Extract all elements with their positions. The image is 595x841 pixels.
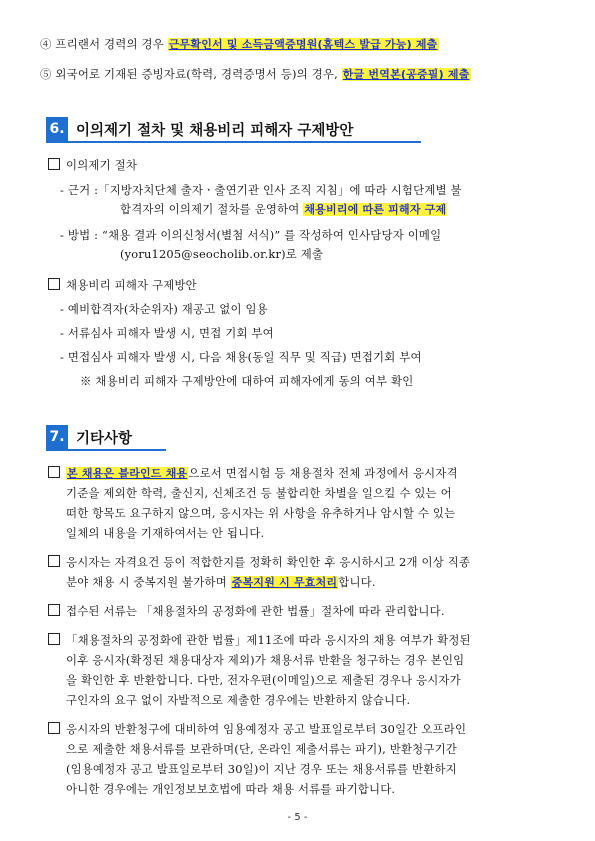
checkbox-square-icon xyxy=(48,633,60,645)
objection-procedure-title: 이의제기 절차 xyxy=(66,158,138,172)
checkbox-square-icon xyxy=(48,466,60,478)
para-5-line-4: 아니한 경우에는 개인정보보호법에 따라 채용 서류를 파기합니다. xyxy=(66,782,396,796)
relief-note: ※ 채용비리 피해자 구제방안에 대하여 피해자에게 동의 여부 확인 xyxy=(80,374,414,388)
checkbox-square-icon xyxy=(48,278,60,290)
section-6-header xyxy=(46,117,353,141)
para-3-line-1 xyxy=(48,603,445,619)
item-5-text: ⑤ 외국어로 기재된 증빙자료(학력, 경력증명서 등)의 경우, xyxy=(40,67,342,81)
para-2-text: 응시자는 자격요건 등이 적합한지를 정확히 확인한 후 응시하시고 2개 이상 직종 xyxy=(66,555,471,569)
section-6-underline xyxy=(46,141,421,143)
para-5-text: 응시자의 반환청구에 대비하여 임용예정자 공고 발표일로부터 30일간 오프라인 xyxy=(66,722,467,736)
victim-relief-title: 채용비리 피해자 구제방안 xyxy=(66,278,197,292)
section-6-title: 이의제기 절차 및 채용비리 피해자 구제방안 xyxy=(76,122,354,139)
method-line-1: - 방법 : “채용 결과 이의신청서(별첨 서식)” 를 작성하여 인사담당자 이메일 xyxy=(60,228,442,242)
checkbox-square-icon xyxy=(48,158,60,170)
para-1-line-1 xyxy=(48,465,458,482)
checkbox-square-icon xyxy=(48,722,60,734)
basis-line-2 xyxy=(120,201,447,218)
objection-procedure-heading xyxy=(48,157,137,173)
basis-line-2-highlight: 채용비리에 따른 피해자 구제 xyxy=(304,203,447,216)
checkbox-square-icon xyxy=(48,555,60,567)
relief-item-3: - 면접심사 피해자 발생 시, 다음 채용(동일 직무 및 직급) 면접기회 부여 xyxy=(60,350,422,364)
para-2-line-2-suffix: 합니다. xyxy=(338,575,376,589)
para-2-line-2-text: 분야 채용 시 중복지원 불가하며 xyxy=(66,575,231,589)
para-5-line-2: 으로 제출한 채용서류를 보관하며(단, 온라인 제출서류는 파기), 반환청구기간 xyxy=(66,742,457,756)
basis-line-1: - 근거 :「지방자치단체 출자ㆍ출연기관 인사 조직 지침」에 따라 시험단계별 불 xyxy=(60,183,462,197)
page-number: - 5 - xyxy=(287,812,308,823)
section-6-number: 6. xyxy=(46,117,68,141)
para-1-text: 으로서 면접시험 등 채용절차 전체 과정에서 응시자격 xyxy=(188,466,458,480)
para-4-line-2: 이후 응시자(확정된 채용대상자 제외)가 채용서류 반환을 청구하는 경우 본인임 xyxy=(66,653,465,667)
item-5-highlight: 한글 번역본(공증필) 제출 xyxy=(342,68,470,81)
basis-line-2-text: 합격자의 이의제기 절차를 운영하여 xyxy=(120,202,304,216)
section-7-number: 7. xyxy=(46,425,68,449)
para-1-line-2: 기준을 제외한 학력, 출신지, 신체조건 등 불합리한 차별을 일으킬 수 있는 어 xyxy=(66,486,452,500)
para-2-line-1 xyxy=(48,554,470,570)
item-4 xyxy=(40,36,439,53)
para-4-text: 「채용절차의 공정화에 관한 법률」제11조에 따라 응시자의 채용 여부가 확정된 xyxy=(66,633,471,647)
para-3-text: 접수된 서류는 「채용절차의 공정화에 관한 법률」절차에 따라 관리합니다. xyxy=(66,604,445,618)
relief-item-1: - 예비합격자(차순위자) 재공고 없이 임용 xyxy=(60,302,268,316)
para-2-line-2 xyxy=(66,574,376,591)
para-1-line-3: 떠한 항목도 요구하지 않으며, 응시자는 위 사항을 유추하거나 암시할 수 있는 xyxy=(66,506,456,520)
relief-item-2: - 서류심사 피해자 발생 시, 면접 기회 부여 xyxy=(60,326,274,340)
para-4-line-3: 을 확인한 후 반환합니다. 다만, 전자우편(이메일)으로 제출된 경우나 응시자가 xyxy=(66,673,461,687)
para-2-highlight: 중복지원 시 무효처리 xyxy=(231,576,338,589)
item-4-highlight: 근무확인서 및 소득금액증명원(홈텍스 발급 가능) 제출 xyxy=(168,38,438,51)
para-5-line-1 xyxy=(48,721,466,737)
para-1-highlight: 본 채용은 블라인드 채용 xyxy=(67,467,188,480)
victim-relief-heading xyxy=(48,277,197,293)
para-5-line-3: (임용예정자 공고 발표일로부터 30일)이 지난 경우 또는 채용서류를 반환하지 xyxy=(66,762,457,776)
item-4-text: ④ 프리랜서 경력의 경우 xyxy=(40,37,168,51)
item-5 xyxy=(40,66,471,83)
para-4-line-1 xyxy=(48,632,471,648)
section-7-underline xyxy=(46,449,166,451)
section-7-title: 기타사항 xyxy=(76,430,133,447)
checkbox-square-icon xyxy=(48,604,60,616)
section-7-header xyxy=(46,425,132,449)
para-4-line-4: 구인자의 요구 없이 자발적으로 제출한 경우에는 반환하지 않습니다. xyxy=(66,693,411,707)
method-line-2: (yoru1205@seocholib.or.kr)로 제출 xyxy=(120,247,324,261)
para-1-line-4: 일체의 내용을 기재하여서는 안 됩니다. xyxy=(66,526,265,540)
